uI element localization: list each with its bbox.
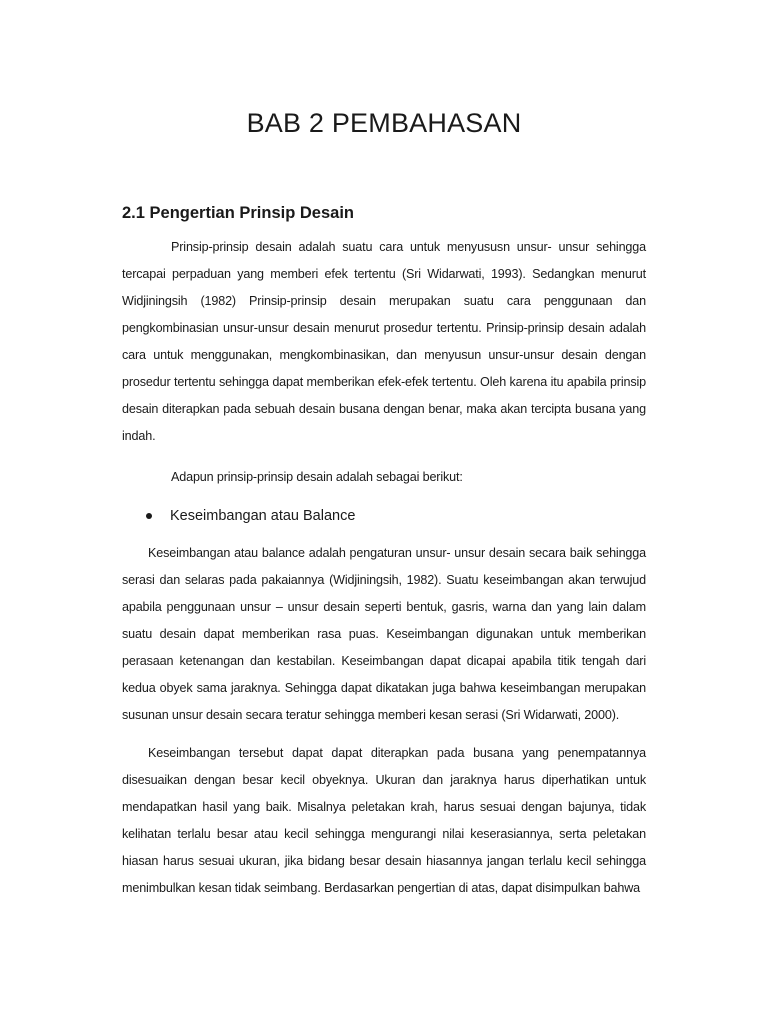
bullet-list-item [146,508,355,524]
balance-paragraph-1: Keseimbangan atau balance adalah pengaturan unsur- unsur desain secara baik sehingga serasi dan selaras pada pakaiannya (Widjiningsih, 1982). Suatu keseimbangan akan terwujud apabila penggunaan unsur – unsur desain seperti bentuk, gasris, warna dan yang lain dalam suatu desain dapat memberikan rasa puas. Keseimbangan digunakan untuk memberikan perasaan ketenangan dan kestabilan. Keseimbangan dapat dicapai apabila titik tengah dari kedua obyek sama jaraknya. Sehingga dapat dikatakan juga bahwa keseimbangan merupakan susunan unsur desain secara teratur sehingga memberi kesan serasi (Sri Widarwati, 2000). [122,546,646,722]
chapter-title: BAB 2 PEMBAHASAN [246,108,522,138]
bullet-icon [146,513,152,519]
balance-paragraph-2: Keseimbangan tersebut dapat dapat diterapkan pada busana yang penempatannya disesuaikan dengan besar kecil obyeknya. Ukuran dan jaraknya harus diperhatikan untuk mendapatkan hasil yang baik. Misalnya peletakan krah, harus sesuai dengan bajunya, tidak kelihatan terlalu besar atau kecil sehingga mengurangi nilai keserasiannya, serta peletakan hiasan harus sesuai ukuran, jika bidang besar desain hiasannya jangan terlalu kecil sehingga menimbulkan kesan tidak seimbang. Berdasarkan pengertian di atas, dapat disimpulkan bahwa [122,746,646,895]
list-intro-paragraph: Adapun prinsip-prinsip desain adalah sebagai berikut: [171,470,463,484]
section-heading: 2.1 Pengertian Prinsip Desain [122,204,354,222]
intro-paragraph: Prinsip-prinsip desain adalah suatu cara untuk menyususn unsur- unsur sehingga tercapai perpaduan yang memberi efek tertentu (Sri Widarwati, 1993). Sedangkan menurut Widjiningsih (1982) Prinsip-prinsip desain merupakan suatu cara penggunaan dan pengkombinasian unsur-unsur desain menurut prosedur tertentu. Prinsip-prinsip desain adalah cara untuk menggunakan, mengkombinasikan, dan menyusun unsur-unsur desain dengan prosedur tertentu sehingga dapat memberikan efek-efek tertentu. Oleh karena itu apabila prinsip desain diterapkan pada sebuah desain busana dengan benar, maka akan tercipta busana yang indah. [122,240,646,443]
bullet-item-label: Keseimbangan atau Balance [170,508,356,524]
